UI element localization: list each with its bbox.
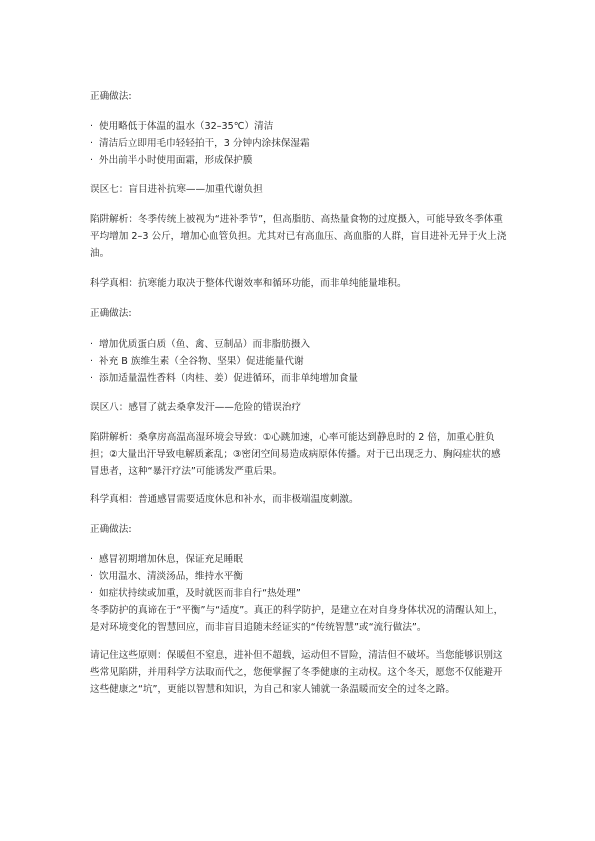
myth7-truth: 科学真相：抗寒能力取决于整体代谢效率和循环功能，而非单纯能量堆积。: [90, 278, 407, 289]
correct-method-heading: 正确做法:: [90, 524, 132, 535]
correct-method-heading: 正确做法:: [90, 91, 132, 102]
closing-paragraph: 请记住这些原则：保暖但不窒息，进补但不超载，运动但不冒险，清洁但不破坏。当您能够识别这些常见陷阱，并用科学方法取而代之，您便掌握了冬季健康的主动权。这个冬天，愿您不仅能避开这些健康之“坑”，更能以智慧和知识，为自己和家人铺就一条温暖而安全的过冬之路。: [90, 650, 503, 695]
myth7-trap-paragraph: 陷阱解析：冬季传统上被视为“进补季节”，但高脂肪、高热量食物的过度摄入，可能导致冬季体重平均增加 2–3 公斤，增加心血管负担。尤其对已有高血压、高血脂的人群，盲目进补无异于火上浇油。: [90, 214, 507, 259]
list-item: [90, 585, 301, 602]
myth7-title: 误区七：盲目进补抗寒——加重代谢负担: [90, 184, 263, 195]
myth8-title: 误区八：感冒了就去桑拿发汗——危险的错误治疗: [90, 402, 302, 413]
list-item: [90, 152, 253, 169]
correct-method-heading: 正确做法:: [90, 308, 132, 319]
list-item: [90, 370, 358, 387]
list-item-text: 清洁后立即用毛巾轻轻拍干，3 分钟内涂抹保湿霜: [99, 138, 310, 149]
myth8-truth: 科学真相：普通感冒需要适度休息和补水，而非极端温度刺激。: [90, 494, 359, 505]
bullet-icon: ·: [90, 373, 94, 384]
summary-paragraph: 冬季防护的真谛在于“平衡”与“适度”。真正的科学防护，是建立在对自身身体状况的清醒认知上，是对环境变化的智慧回应，而非盲目追随未经证实的“传统智慧”或“流行做法”。: [90, 605, 504, 633]
list-item: [90, 118, 273, 135]
bullet-icon: ·: [90, 588, 94, 599]
list-item: [90, 353, 304, 370]
list-item-text: 外出前半小时使用面霜，形成保护膜: [99, 155, 253, 166]
myth8-trap-paragraph: 陷阱解析：桑拿房高温高湿环境会导致：①心跳加速，心率可能达到静息时的 2 倍，加重心脏负担；②大量出汗导致电解质紊乱；③密闭空间易造成病原体传播。对于已出现乏力、胸闷症状的感冒患者，这种“暴汗疗法”可能诱发严重后果。: [90, 432, 501, 477]
bullet-icon: ·: [90, 554, 94, 565]
bullet-icon: ·: [90, 138, 94, 149]
list-item-text: 增加优质蛋白质（鱼、禽、豆制品）而非脂肪摄入: [99, 339, 311, 350]
list-item-text: 感冒初期增加休息，保证充足睡眠: [99, 554, 243, 565]
list-item-text: 补充 B 族维生素（全谷物、坚果）促进能量代谢: [99, 356, 304, 367]
bullet-icon: ·: [90, 571, 94, 582]
list-item-text: 如症状持续或加重，及时就医而非自行“热处理”: [99, 588, 301, 599]
list-item: [90, 336, 310, 353]
list-item: [90, 568, 243, 585]
list-item: [90, 135, 310, 152]
list-item: [90, 551, 243, 568]
bullet-icon: ·: [90, 155, 94, 166]
list-item-text: 添加适量温性香料（肉桂、姜）促进循环，而非单纯增加食量: [99, 373, 359, 384]
bullet-icon: ·: [90, 121, 94, 132]
list-item-text: 饮用温水、清淡汤品，维持水平衡: [99, 571, 243, 582]
bullet-icon: ·: [90, 339, 94, 350]
list-item-text: 使用略低于体温的温水（32–35℃）清洁: [99, 121, 274, 132]
bullet-icon: ·: [90, 356, 94, 367]
